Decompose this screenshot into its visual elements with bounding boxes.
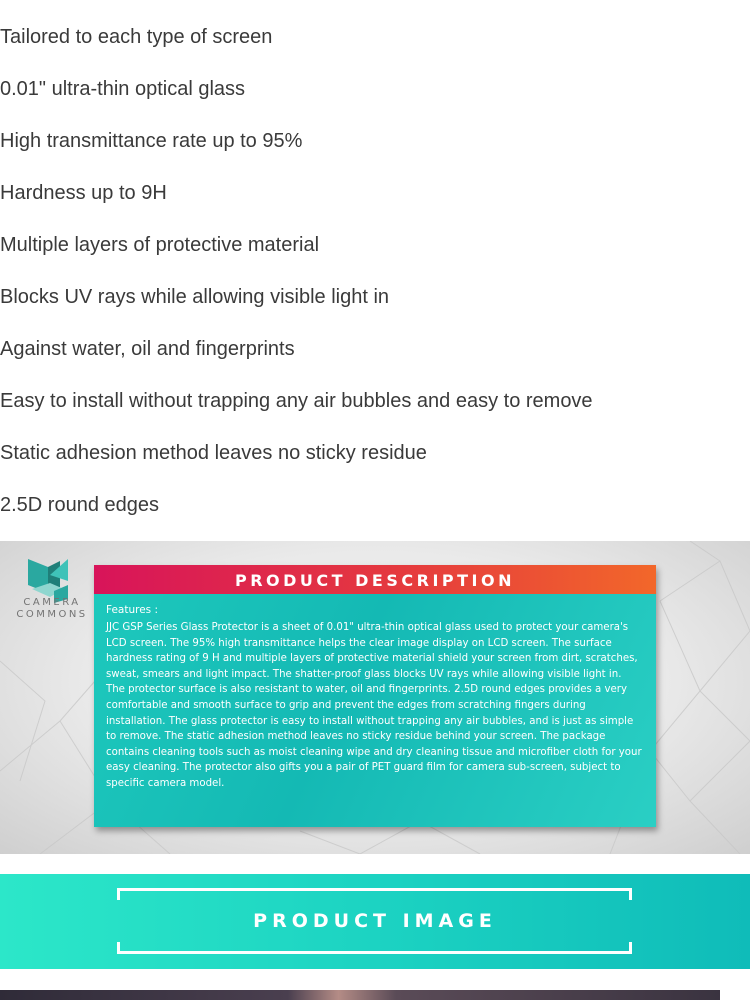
feature-item: Hardness up to 9H: [0, 182, 167, 204]
description-title: PRODUCT DESCRIPTION: [94, 565, 656, 594]
feature-item: Multiple layers of protective material: [0, 234, 320, 256]
feature-item: Tailored to each type of screen: [0, 26, 273, 48]
feature-item: Against water, oil and fingerprints: [0, 338, 295, 360]
product-image-title: PRODUCT IMAGE: [253, 910, 497, 932]
feature-item: 0.01" ultra-thin optical glass: [0, 78, 246, 100]
description-card: [94, 565, 656, 827]
feature-item: Static adhesion method leaves no sticky residue: [0, 442, 427, 464]
feature-item: High transmittance rate up to 95%: [0, 130, 303, 152]
feature-item: 2.5D round edges: [0, 494, 160, 516]
frame-top-bracket: [117, 888, 632, 900]
description-body: JJC GSP Series Glass Protector is a sheet of 0.01" ultra-thin optical glass used to protect your camera's LCD screen. The 95% high transmittance helps the clear image display on LCD screen. The surface hardness rating of 9 H and multiple layers of protective material shield your screen from dirt, scratches, sweat, smears and light impact. The shatter-proof glass blocks UV rays while allowing visible light in. The protector surface is also resistant to water, oil and fingerprints. 2.5D round edges provides a very comfortable and smooth surface to grip and prevent the edges from scratching fingers during installation. The glass protector is easy to install without trapping any air bubbles, and is just as simple to remove. The static adhesion method leaves no sticky residue behind your screen. The package contains cleaning tools such as moist cleaning wipe and dry cleaning tissue and microfiber cloth for your easy cleaning. The protector also gifts you a pair of PET guard film for camera sub-screen, subject to specific camera model.: [106, 622, 642, 789]
logo-text-line2: COMMONS: [16, 609, 88, 620]
feature-item: Easy to install without trapping any air bubbles and easy to remove: [0, 390, 593, 412]
feature-item: Blocks UV rays while allowing visible light in: [0, 286, 390, 308]
features-subtitle: Features :: [106, 604, 159, 616]
product-description-banner: [0, 541, 750, 854]
product-photo: [0, 990, 720, 1000]
logo-text-line1: CAMERA: [23, 597, 81, 608]
product-image-banner: [0, 874, 750, 969]
feature-list: [0, 22, 750, 542]
frame-bottom-bracket: [117, 942, 632, 954]
